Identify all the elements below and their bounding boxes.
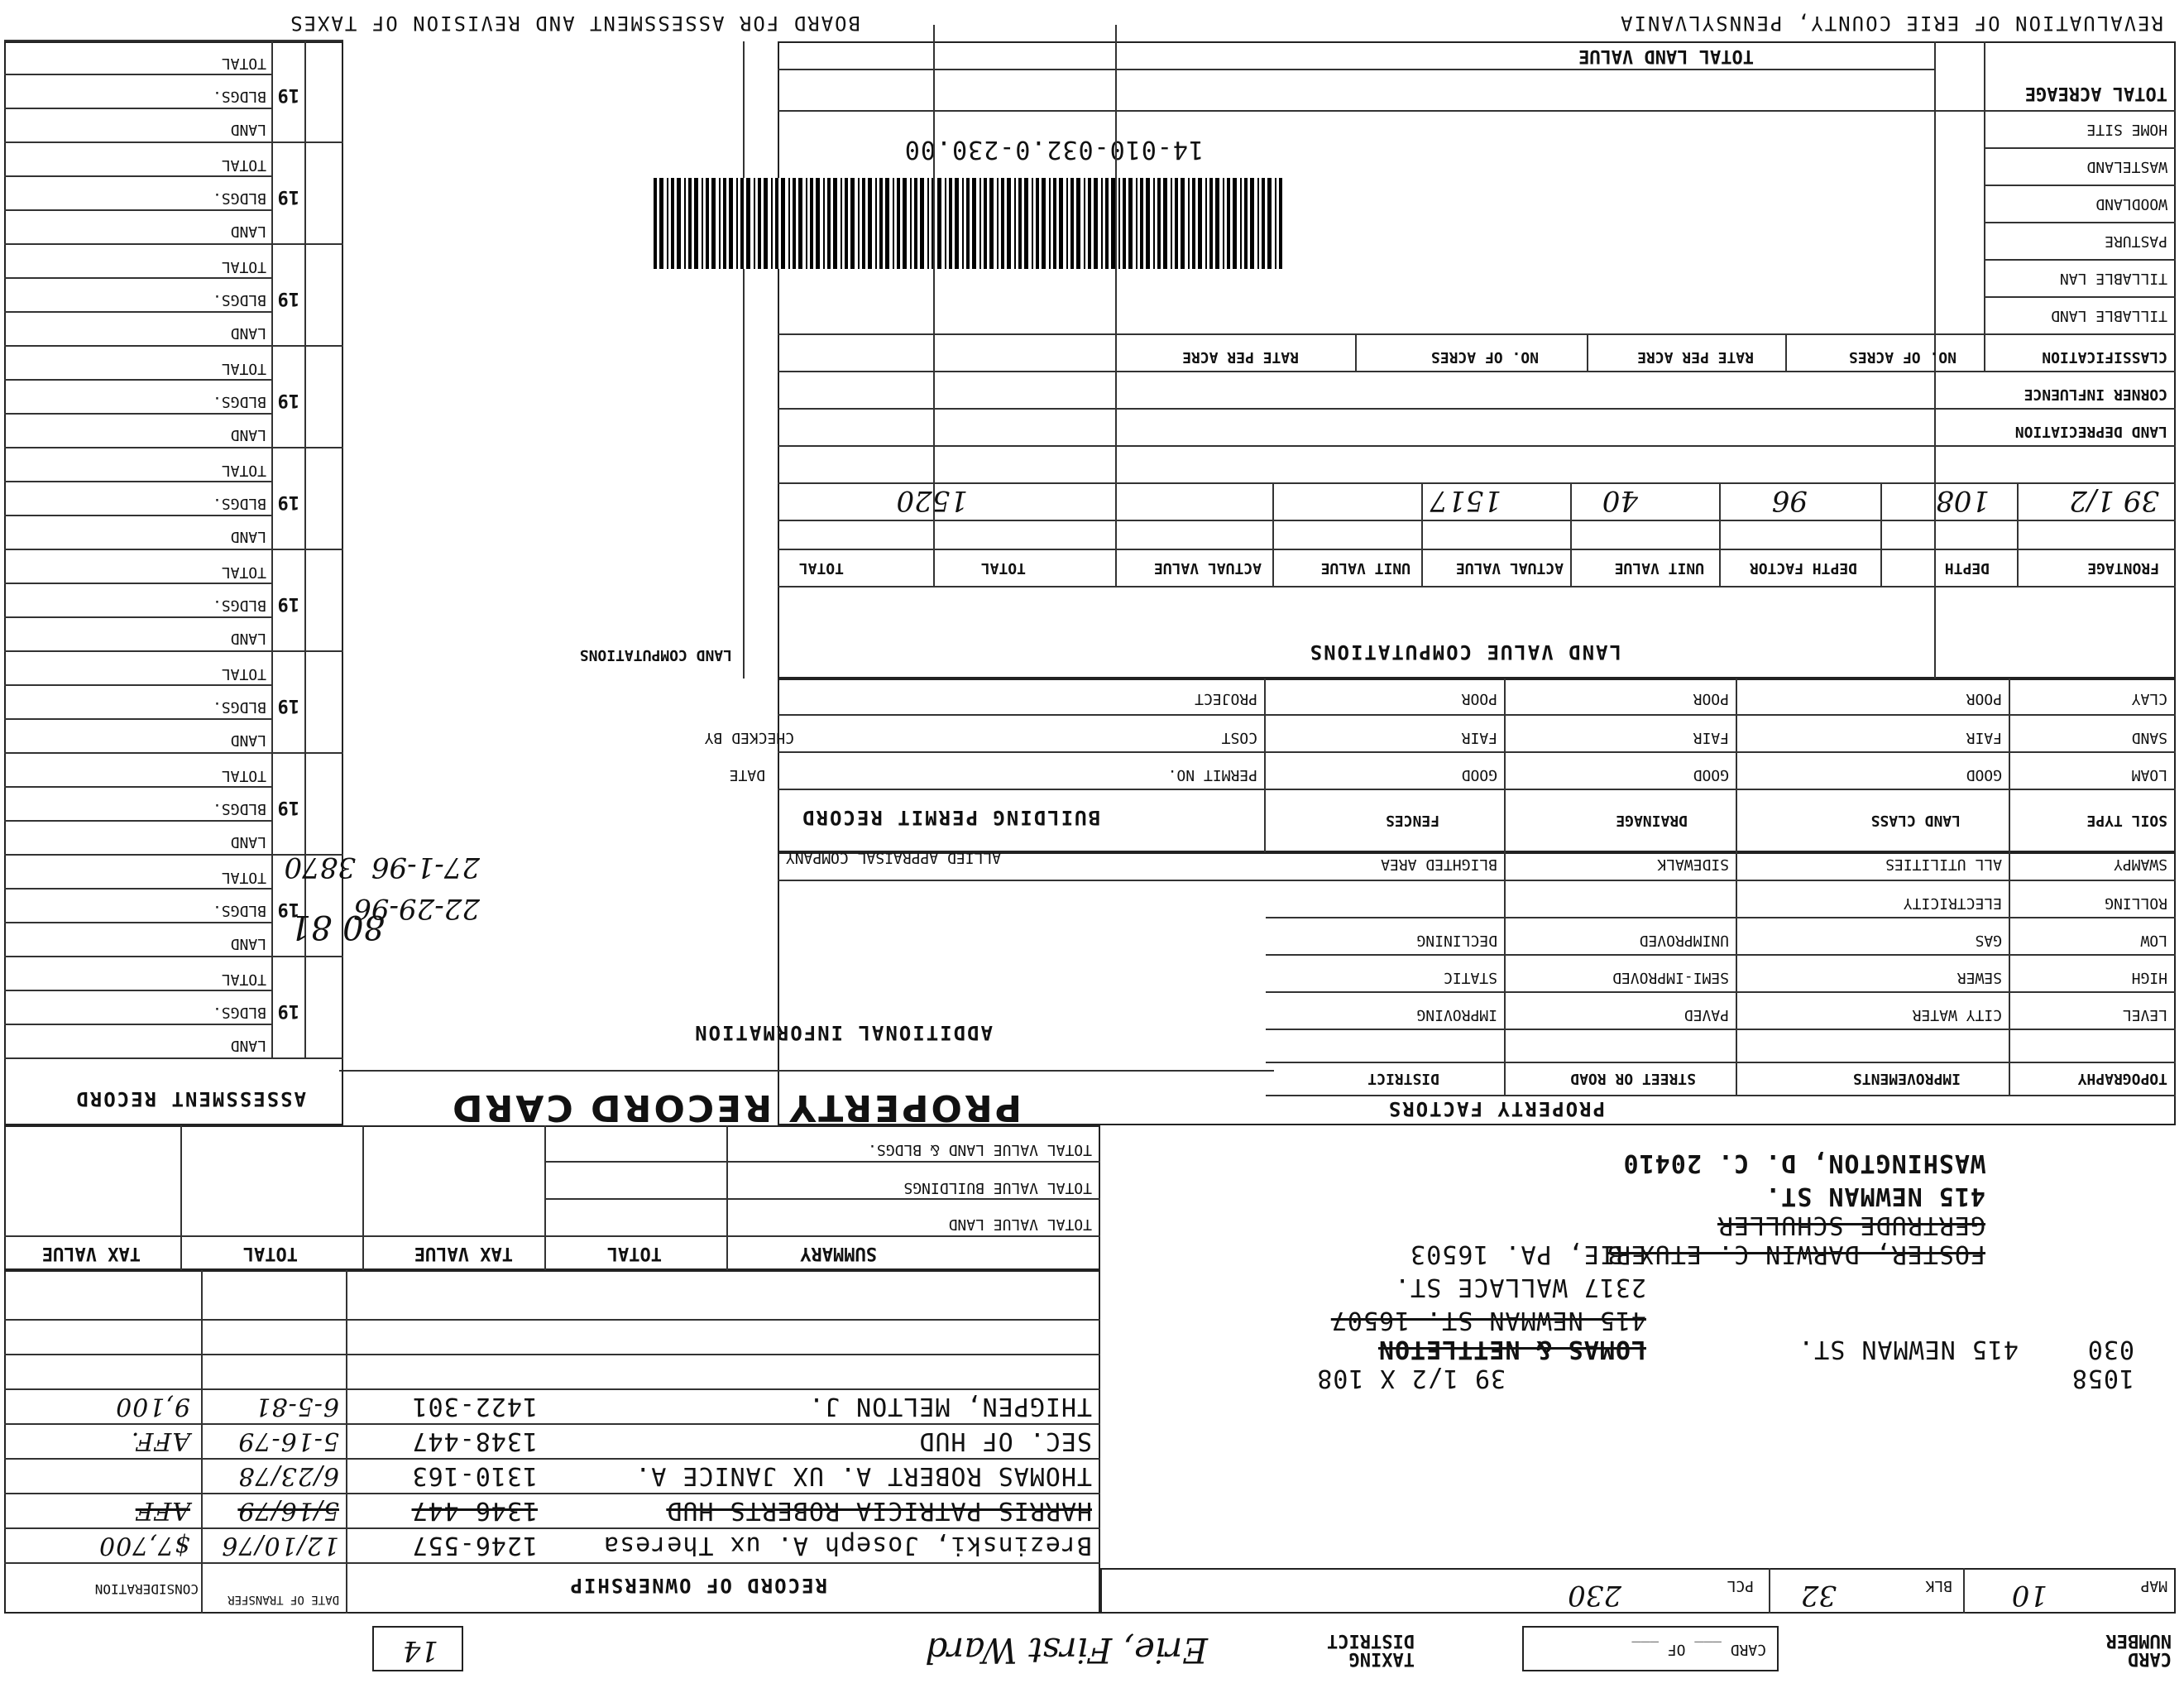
street-value: SEMI-IMPROVED	[1612, 969, 1729, 986]
corner-influence-label: CORNER INFLUENCE	[2024, 386, 2167, 403]
drainage-value: GOOD	[1693, 766, 1729, 784]
consideration-amount: AFF.	[130, 1427, 190, 1455]
ward-number: 14	[402, 1634, 438, 1667]
assessment-value-written: 3870	[284, 851, 356, 884]
summary-tax-value-header: TAX VALUE	[414, 1243, 513, 1264]
improvement-value: GAS	[1975, 932, 2002, 949]
owner-line: LOMAS & NETTLETON	[1377, 1335, 1646, 1364]
soil-header: FENCES	[1385, 812, 1439, 829]
soil-header: LAND CLASS	[1870, 812, 1961, 829]
depth-value: 108	[1936, 484, 1990, 517]
street-value: PAVED	[1684, 1006, 1729, 1024]
land-class-value: POOR	[1966, 690, 2002, 707]
consideration-amount: 9,100	[115, 1392, 190, 1421]
assessment-row-label: TOTAL	[221, 462, 266, 479]
transfer-date: 5-16-79	[237, 1427, 339, 1455]
assessment-row-label: BLDGS.	[212, 1004, 266, 1021]
lvc-header: TOTAL	[798, 559, 844, 577]
land-row-label: HOME SITE	[2086, 121, 2167, 138]
land-row-label: TILLABLE LAND	[2051, 307, 2167, 324]
ownership-title: RECORD OF OWNERSHIP	[568, 1574, 827, 1597]
blk-label: BLK	[1925, 1577, 1952, 1594]
total-acreage-label: TOTAL ACREAGE	[2024, 83, 2167, 103]
soil-type-value: CLAY	[2131, 690, 2167, 707]
header-county: REVALUATION OF ERIE COUNTY, PENNSYLVANIA	[1619, 12, 2163, 35]
assessment-year-prefix: 19	[277, 1000, 299, 1021]
assessment-row-label: TOTAL	[221, 971, 266, 988]
frontage-value: 39 1/2	[2069, 484, 2159, 517]
assessment-row-label: BLDGS.	[212, 495, 266, 512]
assessment-row-label: LAND	[230, 223, 266, 240]
land-row-label: TILLABLE LAN	[2059, 270, 2167, 287]
assessment-row-label: BLDGS.	[212, 902, 266, 919]
lot-dimensions: 39 1/2 X 108	[1316, 1364, 1506, 1393]
fences-value: GOOD	[1461, 766, 1497, 784]
summary-row-label: TOTAL VALUE LAND & BLDGS.	[868, 1141, 1092, 1158]
lvc-header: ACTUAL VALUE	[1153, 559, 1262, 577]
assessment-row-label: LAND	[230, 528, 266, 545]
owner-line: 415 NEWMAN ST. 16507	[1330, 1306, 1646, 1335]
owner-line: ERIE, PA. 16503	[1410, 1240, 1646, 1268]
assessment-year-prefix: 19	[277, 695, 299, 716]
lvc-header: ACTUAL VALUE	[1455, 559, 1564, 577]
topography-value: SWAMPY	[2113, 856, 2167, 873]
deed-book-page: 1422-301	[411, 1392, 538, 1421]
rate-per-acre-header: RATE PER ACRE	[1182, 348, 1299, 366]
project-label: PROJECT	[1195, 690, 1257, 707]
land-row-label: PASTURE	[2105, 233, 2167, 250]
soil-type-value: SAND	[2131, 729, 2167, 746]
transfer-date-header: DATE OF TRANSFER	[228, 1593, 339, 1606]
assessment-row-label: BLDGS.	[212, 189, 266, 207]
assessment-year-prefix: 19	[277, 288, 299, 309]
lvc-header: DEPTH	[1944, 559, 1990, 577]
assessment-row-label: TOTAL	[221, 156, 266, 174]
assessment-row-label: TOTAL	[221, 869, 266, 886]
actual-value-value: 1517	[1430, 484, 1502, 517]
assessment-row-label: LAND	[230, 121, 266, 138]
owner-line: 415 NEWMAN ST.	[1765, 1182, 1985, 1211]
assessment-row-label: BLDGS.	[212, 800, 266, 818]
no-of-acres-header: NO. OF ACRES	[1430, 348, 1539, 366]
lvc-header: TOTAL	[980, 559, 1026, 577]
owner-line: GERTRUDE SCHULLER	[1717, 1211, 1985, 1240]
land-row-label: WOODLAND	[2095, 195, 2167, 213]
assessment-year-prefix: 19	[277, 186, 299, 207]
assessment-row-label: LAND	[230, 1037, 266, 1054]
card-number-label: CARD NUMBER	[2105, 1630, 2172, 1669]
building-permit-title: BUILDING PERMIT RECORD	[801, 806, 1100, 829]
topography-value: LOW	[2140, 932, 2167, 949]
summary-row-label: TOTAL VALUE LAND	[948, 1216, 1092, 1233]
assessment-row-label: LAND	[230, 630, 266, 647]
drainage-value: FAIR	[1693, 729, 1729, 746]
district-value: BLIGHTED AREA	[1381, 856, 1497, 873]
owner-line: FOSTER, DARWIN C. ETUX B	[1607, 1240, 1985, 1268]
assessment-year-prefix: 19	[277, 593, 299, 614]
soil-type-value: LOAM	[2131, 766, 2167, 784]
street-value: UNIMPROVED	[1639, 932, 1729, 949]
deed-book-page: 1310-163	[411, 1461, 538, 1490]
rate-per-acre-header: RATE PER ACRE	[1637, 348, 1754, 366]
pcl-value: 230	[1568, 1579, 1621, 1612]
map-label: MAP	[2140, 1577, 2167, 1594]
summary-header: SUMMARY	[800, 1243, 877, 1264]
topography-value: ROLLING	[2105, 894, 2167, 912]
assessment-row-label: LAND	[230, 426, 266, 444]
total-value: 1520	[896, 484, 968, 517]
factor-header: IMPROVEMENTS	[1852, 1070, 1961, 1087]
depth-factor-value: 96	[1771, 484, 1808, 517]
owner-code: 030	[2086, 1335, 2134, 1364]
consideration-amount: AFF	[135, 1496, 190, 1525]
drainage-value: POOR	[1693, 690, 1729, 707]
owner-code: 1058	[2071, 1364, 2134, 1393]
assessment-row-label: LAND	[230, 833, 266, 851]
transfer-date: 6/23/78	[237, 1461, 339, 1490]
assessment-row-label: LAND	[230, 324, 266, 342]
card-of-label: CARD ___ OF ___	[1631, 1641, 1766, 1658]
date-label: DATE	[729, 766, 765, 784]
additional-handwriting: 27-1-96	[371, 851, 480, 884]
land-value-computations-title: LAND VALUE COMPUTATIONS	[1308, 640, 1621, 664]
owner-name: THIGPEN, MELTON J.	[807, 1392, 1092, 1421]
assessment-row-label: BLDGS.	[212, 291, 266, 309]
soil-header: DRAINAGE	[1616, 812, 1688, 829]
assessment-row-label: TOTAL	[221, 258, 266, 276]
owner-line: 2317 WALLACE ST.	[1394, 1273, 1646, 1302]
company-name: ALLIED APPRAISAL COMPANY	[785, 849, 1001, 866]
transfer-date: 5/16/79	[237, 1496, 339, 1525]
owner-name: Brezinski, Joseph A. ux Theresa	[603, 1531, 1092, 1560]
lvc-header: UNIT VALUE	[1614, 559, 1704, 577]
improvement-value: CITY WATER	[1912, 1006, 2002, 1024]
assessment-year-prefix: 19	[277, 797, 299, 818]
transfer-date: 12/10/76	[221, 1531, 339, 1560]
assessment-row-label: TOTAL	[221, 563, 266, 581]
improvement-value: ALL UTILITIES	[1885, 856, 2002, 873]
factor-header: DISTRICT	[1367, 1070, 1439, 1087]
topography-value: HIGH	[2131, 969, 2167, 986]
record-card-title: PROPERTY RECORD CARD	[449, 1086, 1022, 1129]
permit-no-label: PERMIT NO.	[1167, 766, 1257, 784]
land-class-value: GOOD	[1966, 766, 2002, 784]
fences-value: POOR	[1461, 690, 1497, 707]
assessment-year-prefix: 19	[277, 390, 299, 410]
checked-by-label: CHECKED BY	[704, 729, 794, 746]
property-factors-title: PROPERTY FACTORS	[1387, 1097, 1605, 1120]
land-class-value: FAIR	[1966, 729, 2002, 746]
assessment-year-written: 80 81	[290, 908, 385, 946]
additional-handwriting: 22-29-96	[353, 892, 480, 925]
consideration-amount: $7,700	[98, 1531, 190, 1560]
owner-name: SEC. OF HUD	[918, 1427, 1092, 1455]
assessment-row-label: BLDGS.	[212, 698, 266, 716]
assessment-year-prefix: 19	[277, 899, 299, 919]
taxing-district-label: TAXING DISTRICT	[1327, 1630, 1415, 1669]
district-value: IMPROVING	[1416, 1006, 1497, 1024]
lvc-header: DEPTH FACTOR	[1749, 559, 1857, 577]
consideration-header: CONSIDERATION	[94, 1581, 199, 1597]
assessment-row-label: TOTAL	[221, 55, 266, 72]
assessment-row-label: TOTAL	[221, 665, 266, 683]
taxing-district-value: Erie, First Ward	[925, 1630, 1208, 1671]
soil-header: SOIL TYPE	[2086, 812, 2167, 829]
district-value: STATIC	[1443, 969, 1497, 986]
assessment-year-prefix: 19	[277, 84, 299, 105]
header-board: BOARD FOR ASSESSMENT AND REVISION OF TAXES	[289, 12, 860, 35]
owner-line: WASHINGTON, D. C. 20410	[1622, 1149, 1985, 1177]
cost-label: COST	[1221, 729, 1257, 746]
street-value: SIDEWALK	[1657, 856, 1729, 873]
assessment-record-title: ASSESSMENT RECORD	[74, 1087, 306, 1110]
land-row-label: WASTELAND	[2086, 158, 2167, 175]
deed-book-page: 1246-557	[411, 1531, 538, 1560]
improvement-value: ELECTRICITY	[1903, 894, 2002, 912]
map-value: 10	[2011, 1579, 2048, 1612]
owner-name: HARRIS PATRICIA ROBERTS HUD	[666, 1496, 1092, 1525]
district-value: DECLINING	[1416, 932, 1497, 949]
land-depreciation-label: LAND DEPRECIATION	[2014, 423, 2167, 440]
additional-info-title: ADDITIONAL INFORMATION	[693, 1021, 993, 1044]
summary-tax-value-header: TAX VALUE	[41, 1243, 141, 1264]
assessment-year-prefix: 19	[277, 492, 299, 512]
summary-total-header: TOTAL	[242, 1243, 298, 1264]
classification-header: CLASSIFICATION	[2042, 348, 2167, 366]
assessment-row-label: TOTAL	[221, 767, 266, 784]
assessment-row-label: BLDGS.	[212, 393, 266, 410]
owner-address: 415 NEWMAN ST.	[1798, 1335, 2019, 1364]
lvc-header: UNIT VALUE	[1320, 559, 1410, 577]
owner-name: THOMAS ROBERT A. UX JANICE A.	[635, 1461, 1092, 1490]
land-computations-title: LAND COMPUTATIONS	[579, 646, 732, 664]
assessment-row-label: BLDGS.	[212, 597, 266, 614]
assessment-row-label: BLDGS.	[212, 88, 266, 105]
summary-total-header: TOTAL	[606, 1243, 662, 1264]
improvement-value: SEWER	[1956, 969, 2002, 986]
parcel-barcode	[654, 178, 1282, 269]
factor-header: STREET OR ROAD	[1570, 1070, 1696, 1087]
assessment-row-label: LAND	[230, 731, 266, 749]
no-of-acres-header: NO. OF ACRES	[1848, 348, 1956, 366]
fences-value: FAIR	[1461, 729, 1497, 746]
unit-value-value: 40	[1602, 484, 1638, 517]
total-land-value-label: TOTAL LAND VALUE	[1578, 46, 1754, 66]
topography-value: LEVEL	[2122, 1006, 2167, 1024]
lvc-header: FRONTAGE	[2087, 559, 2159, 577]
assessment-row-label: TOTAL	[221, 360, 266, 377]
parcel-number: 14-010-032.0-230.00	[903, 135, 1204, 164]
transfer-date: 6-5-81	[254, 1392, 339, 1421]
factor-header: TOPOGRAPHY	[2077, 1070, 2167, 1087]
deed-book-page: 1348-447	[411, 1427, 538, 1455]
blk-value: 32	[1800, 1579, 1837, 1612]
pcl-label: PCL	[1727, 1577, 1754, 1594]
deed-book-page: 1346-447	[411, 1496, 538, 1525]
summary-row-label: TOTAL VALUE BUILDINGS	[903, 1179, 1092, 1196]
assessment-row-label: LAND	[230, 935, 266, 952]
property-factors-section	[778, 849, 2176, 1125]
